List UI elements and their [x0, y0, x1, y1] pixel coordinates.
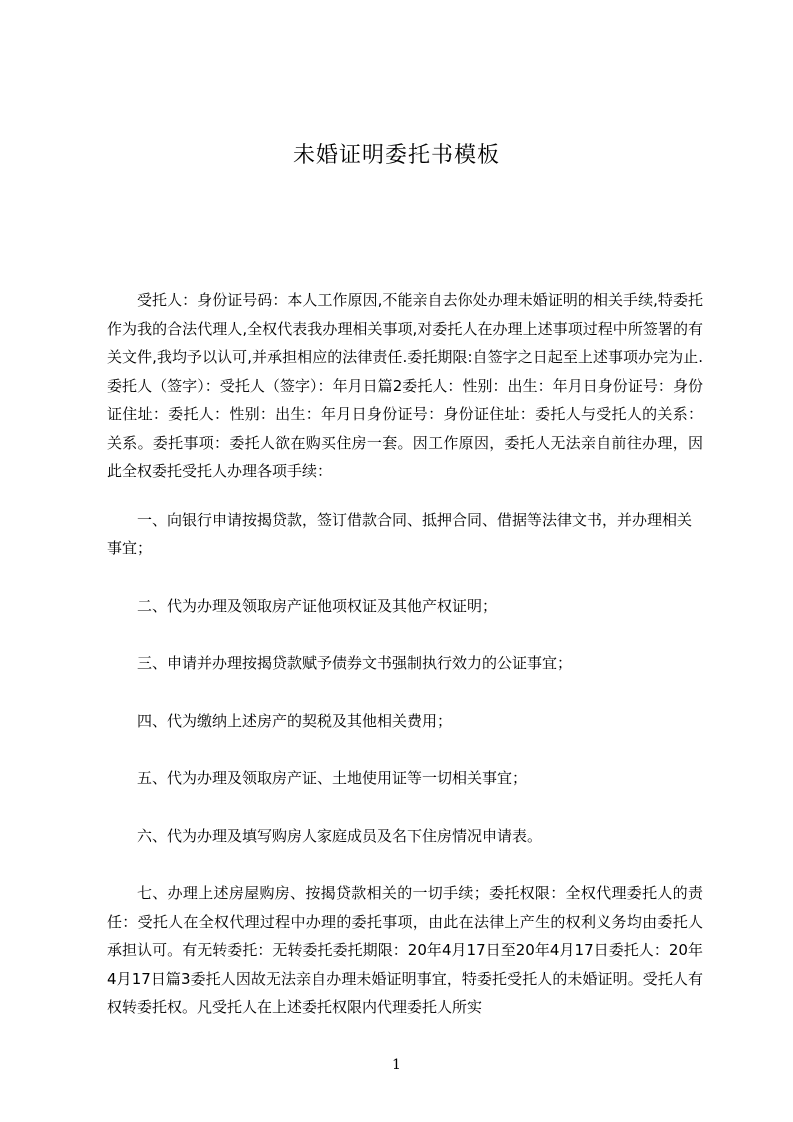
- list-item: [107, 592, 703, 621]
- item-4: 四、代为缴纳上述房产的契税及其他相关费用；: [137, 711, 453, 730]
- item-1: 一、向银行申请按揭贷款，签订借款合同、抵押合同、借据等法律文书，并办理相关事宜；: [107, 510, 693, 557]
- item-6: 六、代为办理及填写购房人家庭成员及名下住房情况申请表。: [137, 826, 543, 845]
- closing-paragraph: 七、办理上述房屋购房、按揭贷款相关的一切手续；委托权限：全权代理委托人的责任：受托人在全权代理过程中办理的委托事项，由此在法律上产生的权利义务均由委托人承担认可。有无转委托：无转委托委托期限：20年4月17日至20年4月17日委托人：20年4月17日篇3委托人因故无法亲自办理未婚证明事宜，特委托受托人的未婚证明。受托人有权转委托权。凡受托人在上述委托权限内代理委托人所实: [107, 884, 703, 1016]
- item-3: 三、申请并办理按揭贷款赋予债券文书强制执行效力的公证事宜；: [137, 654, 573, 672]
- list-item: [107, 707, 703, 736]
- list-item: [107, 764, 703, 793]
- item-5: 五、代为办理及领取房产证、土地使用证等一切相关事宜；: [137, 769, 528, 787]
- item-2: 二、代为办理及领取房产证他项权证及其他产权证明；: [137, 596, 498, 615]
- page-number: 1: [392, 1057, 401, 1073]
- document-body: [107, 286, 703, 1022]
- list-item: [107, 649, 703, 678]
- intro-paragraph: 受托人：身份证号码：本人工作原因,不能亲自去你处办理未婚证明的相关手续,特委托作为我的合法代理人,全权代表我办理相关事项,对委托人在办理上述事项过程中所签署的有关文件,我均予以认可,并承担相应的法律责任.委托期限:自签字之日起至上述事项办完为止.委托人（签字）：受托人（签字）：年月日篇2委托人：性别：出生：年月日身份证号：身份证住址：委托人：性别：出生：年月日身份证号：身份证住址：委托人与受托人的关系：关系。委托事项：委托人欲在购买住房一套。因工作原因，委托人无法亲自前往办理，因此全权委托受托人办理各项手续：: [107, 291, 703, 480]
- list-item: [107, 822, 703, 851]
- document-title: 未婚证明委托书模板: [292, 143, 500, 168]
- list-item: [107, 506, 703, 563]
